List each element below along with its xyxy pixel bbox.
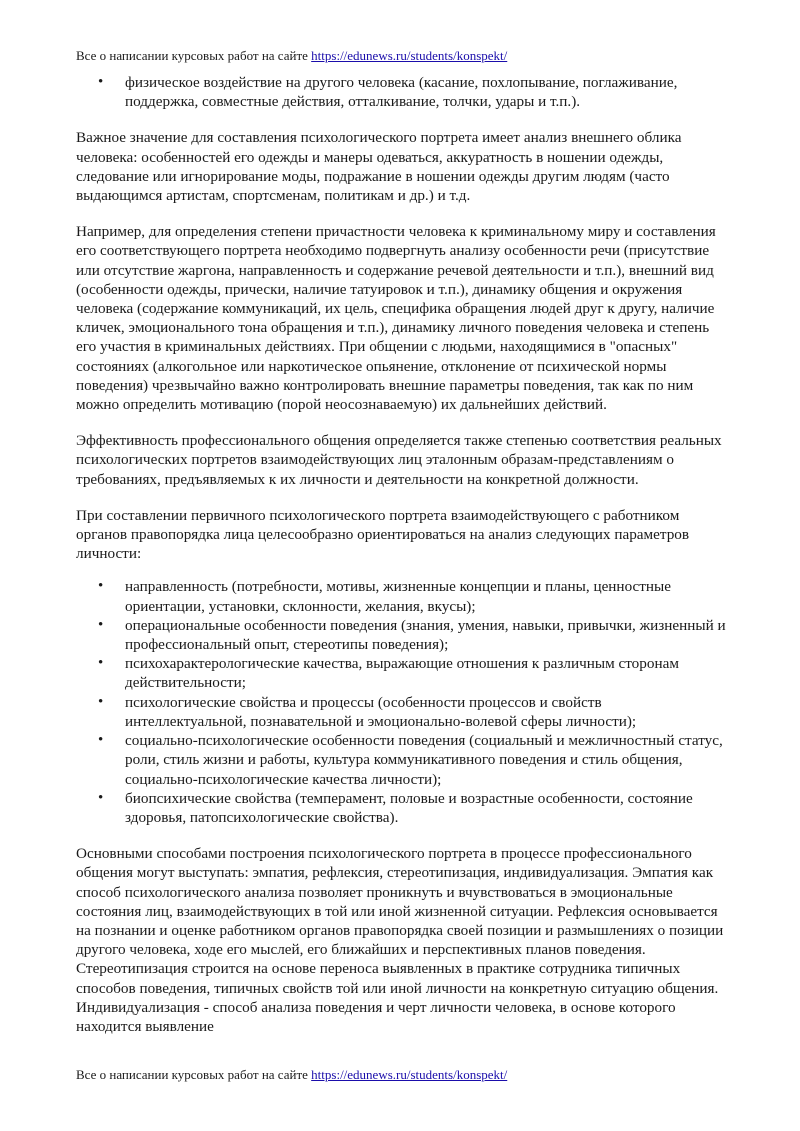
paragraph-effectiveness: Эффективность профессионального общения определяется также степенью соответствия реальных психологических портретов взаимодействующих лиц эталонным образам-представлениям о требованиях, предъявляемых к их личности и деятельности на конкретной должности. bbox=[76, 432, 722, 488]
list-item-text: операциональные особенности поведения (знания, умения, навыки, привычки, жизненный и профессиональный опыт, стереотипы поведения); bbox=[125, 616, 726, 654]
list-item-text: социально-психологические особенности поведения (социальный и межличностный статус, роли, стиль жизни и работы, культура коммуникативного поведения и стиль общения, социально-психологические качества личности); bbox=[125, 732, 723, 788]
parameters-bullet-list bbox=[76, 577, 726, 827]
bullet-icon: • bbox=[98, 732, 104, 749]
document-body bbox=[76, 73, 726, 1053]
bullet-icon: • bbox=[98, 789, 104, 806]
list-item-text: направленность (потребности, мотивы, жизненные концепции и планы, ценностные ориентации, установки, склонности, желания, вкусы); bbox=[125, 578, 671, 615]
list-item-text: психохарактерологические качества, выражающие отношения к различным сторонам действительности; bbox=[125, 655, 679, 692]
bullet-icon: • bbox=[98, 655, 104, 672]
bullet-icon: • bbox=[98, 616, 104, 633]
bullet-icon: • bbox=[98, 578, 104, 595]
list-item bbox=[76, 731, 726, 789]
footer-text: Все о написании курсовых работ на сайте bbox=[76, 1067, 312, 1082]
header-link[interactable]: https://edunews.ru/students/konspekt/ bbox=[311, 48, 508, 63]
list-item bbox=[76, 616, 726, 654]
list-item-text: биопсихические свойства (темперамент, половые и возрастные особенности, состояние здоровья, патопсихологические свойства). bbox=[125, 789, 693, 826]
list-item bbox=[76, 73, 726, 111]
list-item bbox=[76, 654, 726, 692]
page-header bbox=[76, 48, 507, 64]
top-bullet-list bbox=[76, 73, 726, 111]
list-item-text: психологические свойства и процессы (особенности процессов и свойств интеллектуальной, познавательной и эмоционально-волевой сферы личности); bbox=[125, 693, 637, 730]
list-item bbox=[76, 693, 726, 731]
paragraph-parameters-intro: При составлении первичного психологического портрета взаимодействующего с работником органов правопорядка лица целесообразно ориентироваться на анализ следующих параметров личности: bbox=[76, 506, 690, 563]
paragraph-appearance: Важное значение для составления психологического портрета имеет анализ внешнего облика человека: особенностей его одежды и манеры одеваться, аккуратность в ношении одежды, следование или игнорирование моды, подражание в ношении одежды другим людям (часто выдающимся артистам, спортсменам, политикам и др.) и т.д. bbox=[76, 129, 682, 205]
paragraph-methods: Основными способами построения психологического портрета в процессе профессионального общения могут выступать: эмпатия, рефлексия, стереотипизация, индивидуализация. Эмпатия как способ психологического анализа позволяет проникнуть и вчувствоваться в эмоциональные состояния лиц, взаимодействующих в той или иной жизненной ситуации. Рефлексия основывается на познании и оценке работником органов правопорядка своей позиции и размышлениях о позиции другого человека, ходе его мыслей, его ближайших и перспективных планов поведения. Стереотипизация строится на основе переноса выявленных в практике сотрудника типичных способов поведения, типичных свойств той или иной личности на конкретную ситуацию общения. Индивидуализация - способ анализа поведения и черт личности человека, в основе которого находится выявление bbox=[76, 845, 724, 1035]
bullet-icon: • bbox=[98, 693, 104, 710]
header-text: Все о написании курсовых работ на сайте bbox=[76, 48, 312, 63]
footer-link[interactable]: https://edunews.ru/students/konspekt/ bbox=[311, 1067, 508, 1082]
bullet-icon: • bbox=[98, 74, 104, 90]
page-footer bbox=[76, 1067, 507, 1083]
list-item-text: физическое воздействие на другого человека (касание, похлопывание, поглаживание, поддержка, совместные действия, отталкивание, толчки, удары и т.п.). bbox=[125, 74, 678, 111]
paragraph-criminal-example: Например, для определения степени причастности человека к криминальному миру и составления его соответствующего портрета необходимо подвергнуть анализу особенности речи (присутствие или отсутствие жаргона, направленность и содержание речевой деятельности и т.п.), внешний вид (особенности одежды, прически, наличие татуировок и т.п.), динамику общения и окружения человека (содержание коммуникаций, их цель, специфика обращения людей друг к другу, наличие кличек, эмоционального тона обращения и т.п.), динамику личного поведения человека и степень его участия в криминальных действиях. При общении с людьми, находящимися в "опасных" состояниях (алкогольное или наркотическое опьянение, отклонение от психической нормы поведения) чрезвычайно важно контролировать внешние параметры поведения, так как по ним можно определить мотивацию (порой неосознаваемую) их дальнейших действий. bbox=[76, 223, 716, 414]
list-item bbox=[76, 577, 726, 615]
list-item bbox=[76, 789, 726, 827]
